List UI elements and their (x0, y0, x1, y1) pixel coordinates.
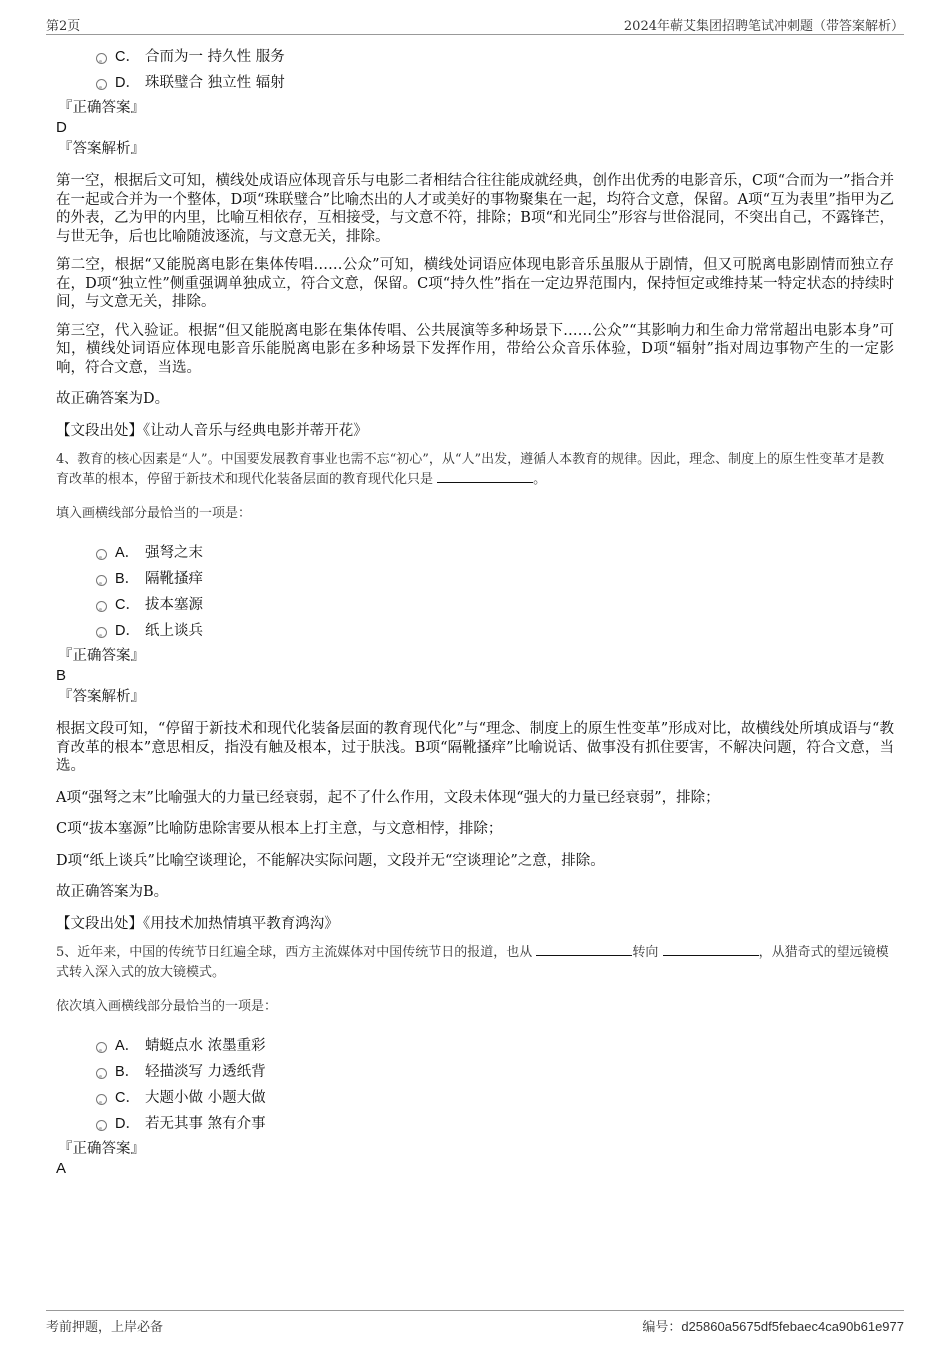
radio-icon[interactable] (96, 1068, 107, 1079)
option-letter: D． (115, 623, 140, 639)
q4-options (56, 540, 894, 644)
option-d[interactable] (56, 1111, 894, 1137)
question-text: 4、教育的核心因素是“人”。中国要发展教育事业也需不忘“初心”，从“人”出发，遵循人本教育的规律。因此，理念、制度上的原生性变革才是教育改革的根本，停留于新技术和现代化装备层面的教育现代化只是 (56, 452, 885, 487)
option-text: 纸上谈兵 (145, 623, 203, 639)
analysis-paragraph: 第三空，代入验证。根据“但又能脱离电影在集体传唱、公共展演等多种场景下……公众”“其影响力和生命力常常超出电影本身”可知，横线处词语应体现电影音乐能脱离电影在多种场景下发挥作用，带给公众音乐体验，D项“辐射”指对周边事物产生的一定影响，符合文意，当选。 (56, 322, 894, 376)
radio-icon[interactable] (96, 627, 107, 638)
question-5 (56, 943, 894, 983)
answer-label: 『正确答案』 (58, 100, 145, 116)
analysis-paragraph: C项“拔本塞源”比喻防患除害要从根本上打主意，与文意相悖，排除； (56, 821, 503, 837)
radio-icon[interactable] (96, 575, 107, 586)
option-text: 轻描淡写 力透纸背 (145, 1064, 266, 1080)
option-letter: D． (115, 75, 140, 91)
question-4 (56, 450, 894, 490)
answer-blank (663, 943, 759, 956)
correct-answer: D (56, 119, 67, 136)
analysis-label: 『答案解析』 (58, 689, 145, 705)
option-text: 合而为一 持久性 服务 (145, 49, 285, 65)
source-citation: 【文段出处】《用技术加热情填平教育鸿沟》 (56, 915, 339, 932)
radio-icon[interactable] (96, 1094, 107, 1105)
radio-icon[interactable] (96, 549, 107, 560)
analysis-label: 『答案解析』 (58, 141, 145, 157)
option-letter: B． (115, 1064, 140, 1080)
analysis-paragraph: 第一空，根据后文可知，横线处成语应体现音乐与电影二者相结合往往能成就经典，创作出优秀的电影音乐，C项“合而为一”指合并在一起或合并为一个整体，D项“珠联璧合”比喻杰出的人才或美好的事物聚集在一起，均符合文意，保留。A项“互为表里”指甲为乙的外表，乙为甲的内里，比喻互相依存，互相接受，与文意不符，排除；B项“和光同尘”形容与世俗混同，不突出自己，不露锋芒，与世无争，后也比喻随波逐流，与文意无关，排除。 (56, 173, 894, 245)
document-body (56, 44, 894, 1178)
document-code (642, 1316, 904, 1335)
question-instruction: 依次填入画横线部分最恰当的一项是： (56, 999, 278, 1014)
option-letter: C． (115, 1090, 140, 1106)
code-value: d25860a5675df5febaec4ca90b61e977 (681, 1319, 904, 1334)
analysis-paragraph: 根据文段可知，“停留于新技术和现代化装备层面的教育现代化”与“理念、制度上的原生性变革”形成对比，故横线处所填成语与“教育改革的根本”意思相反，指没有触及根本，过于肤浅。B项“隔靴搔痒”比喻说话、做事没有抓住要害，不解决问题，符合文意，当选。 (56, 721, 894, 774)
option-b[interactable] (56, 566, 894, 592)
radio-icon[interactable] (96, 53, 107, 64)
answer-label: 『正确答案』 (58, 648, 145, 664)
option-text: 大题小做 小题大做 (145, 1090, 266, 1106)
answer-blank (437, 470, 533, 483)
option-letter: C． (115, 49, 140, 65)
analysis-conclusion: 故正确答案为D。 (56, 391, 170, 407)
question-text-mid: 转向 (632, 945, 659, 960)
correct-answer: A (56, 1160, 67, 1177)
question-instruction: 填入画横线部分最恰当的一项是： (56, 506, 252, 521)
option-c[interactable] (56, 592, 894, 618)
option-letter: A． (115, 1038, 140, 1054)
analysis-paragraph: 第二空，根据“又能脱离电影在集体传唱……公众”可知，横线处词语应体现电影音乐虽服从于剧情，但又可脱离电影剧情而独立存在，D项“独立性”侧重强调单独成立，符合文意，保留。C项“持久性”指在一定边界范围内，保持恒定或维持某一特定状态的持续时间，与文意无关，排除。 (56, 257, 894, 310)
question-text-end: 。 (533, 472, 547, 487)
option-letter: C． (115, 597, 140, 613)
option-text: 若无其事 煞有介事 (145, 1116, 266, 1132)
analysis-paragraph: D项“纸上谈兵”比喻空谈理论，不能解决实际问题，文段并无“空谈理论”之意，排除。 (56, 852, 605, 869)
option-text: 强弩之末 (145, 545, 203, 561)
page-header (46, 12, 904, 35)
page-number: 第2页 (46, 19, 81, 34)
q3-options (56, 44, 894, 96)
source-citation: 【文段出处】《让动人音乐与经典电影并蒂开花》 (56, 422, 368, 439)
option-a[interactable] (56, 540, 894, 566)
radio-icon[interactable] (96, 601, 107, 612)
answer-blank (536, 943, 632, 956)
question-text: 5、近年来，中国的传统节日红遍全球，西方主流媒体对中国传统节日的报道，也从 (56, 945, 533, 960)
page-footer (46, 1310, 904, 1335)
option-text: 珠联璧合 独立性 辐射 (145, 75, 285, 91)
code-label: 编号： (642, 1320, 682, 1335)
document-title: 2024年蕲艾集团招聘笔试冲刺题（带答案解析） (623, 19, 904, 34)
radio-icon[interactable] (96, 1120, 107, 1131)
answer-label: 『正确答案』 (58, 1141, 145, 1157)
option-a[interactable] (56, 1033, 894, 1059)
option-d[interactable] (56, 618, 894, 644)
radio-icon[interactable] (96, 79, 107, 90)
analysis-conclusion: 故正确答案为B。 (56, 884, 169, 900)
option-c[interactable] (56, 44, 894, 70)
option-text: 隔靴搔痒 (145, 571, 203, 587)
correct-answer: B (56, 667, 67, 684)
option-c[interactable] (56, 1085, 894, 1111)
option-b[interactable] (56, 1059, 894, 1085)
option-d[interactable] (56, 70, 894, 96)
analysis-paragraph: A项“强弩之末”比喻强大的力量已经衰弱，起不了什么作用，文段未体现“强大的力量已经衰弱”，排除； (56, 789, 720, 806)
question-text-end: ，从猎奇式的望远镜模式转入深入式的放大镜模式。 (56, 945, 889, 980)
q5-options (56, 1033, 894, 1137)
option-letter: B． (115, 571, 140, 587)
option-letter: A． (115, 545, 140, 561)
radio-icon[interactable] (96, 1042, 107, 1053)
option-letter: D． (115, 1116, 140, 1132)
option-text: 蜻蜓点水 浓墨重彩 (145, 1038, 266, 1054)
footer-slogan: 考前押题，上岸必备 (46, 1320, 164, 1335)
option-text: 拔本塞源 (145, 597, 203, 613)
